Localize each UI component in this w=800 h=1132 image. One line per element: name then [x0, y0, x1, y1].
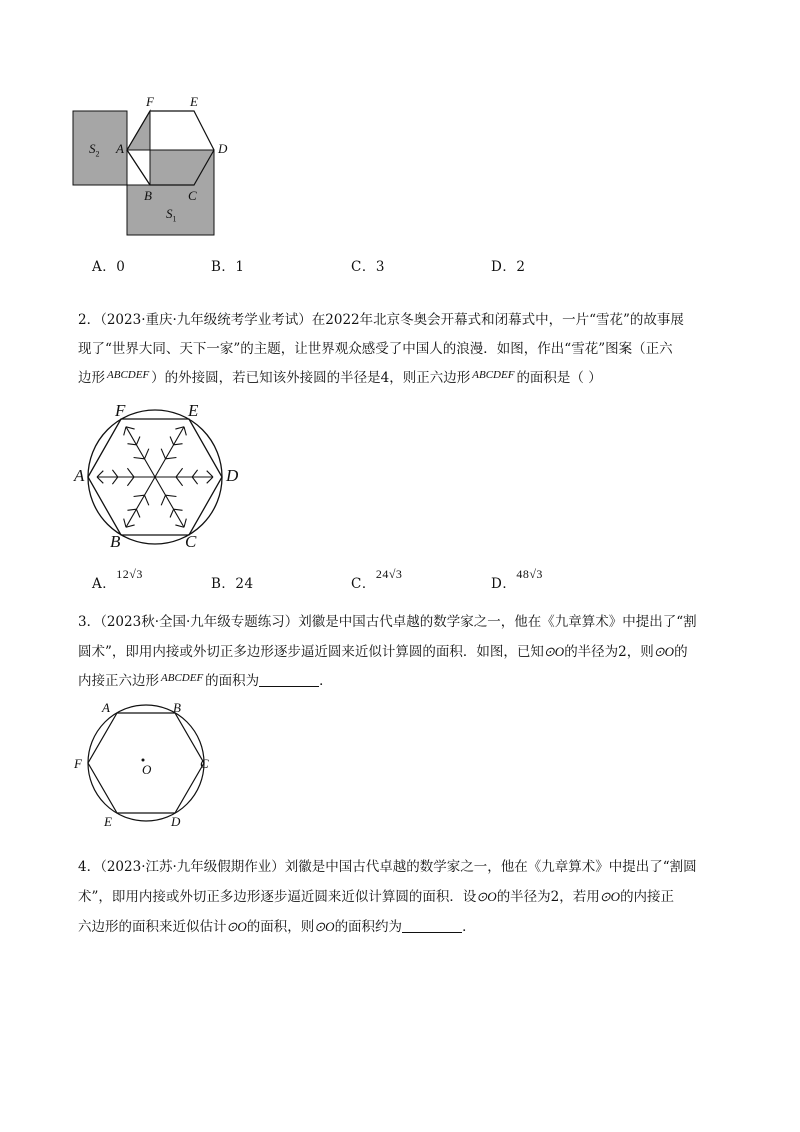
snowflake-tip	[207, 477, 213, 483]
snowflake-barb	[112, 470, 117, 477]
q2-text	[78, 306, 758, 394]
q4-text	[78, 853, 768, 942]
fig2-label-c: C	[185, 532, 197, 551]
snowflake-barb	[161, 495, 165, 505]
snowflake-barb	[161, 449, 165, 459]
snowflake-tip	[97, 471, 103, 477]
fig2-label-d: D	[226, 466, 239, 485]
q1-option-d[interactable]: D．2	[491, 259, 526, 275]
figure-snowflake	[70, 395, 250, 555]
q2-line-3: 边形 $^{ABCDEF}$ ）的外接圆，若已知该外接圆的半径是4，则正六边形 $^{ABCDEF}$ 的面积是（ ）	[78, 369, 602, 386]
snowflake-barb	[136, 437, 140, 445]
snowflake-barb	[176, 468, 183, 477]
snowflake-tip	[184, 427, 186, 436]
snowflake-barb	[127, 468, 134, 477]
snowflake-barb	[174, 444, 183, 445]
snowflake-tip	[97, 477, 103, 483]
snowflake-barb	[166, 495, 177, 496]
snowflake-barb	[170, 437, 174, 445]
snowflake-tip	[207, 471, 213, 477]
snowflake-tip	[124, 427, 126, 436]
q3-text	[78, 608, 768, 697]
snowflake-barb	[127, 509, 136, 510]
figure-squares-hexagon	[60, 90, 240, 240]
snowflake-tip	[124, 519, 126, 528]
fig3-label-a: A	[102, 700, 110, 715]
fig1-label-e: E	[190, 94, 198, 109]
snowflake-barb	[170, 509, 174, 517]
fig2-label-b: B	[110, 532, 121, 551]
q1-option-a[interactable]: A．0	[92, 259, 126, 275]
fig1-label-f: F	[146, 94, 154, 109]
q3-answer-blank[interactable]	[259, 672, 319, 687]
snowflake-arm	[126, 427, 155, 477]
snowflake-barb	[127, 477, 134, 486]
fig3-label-d: D	[171, 814, 181, 829]
snowflake-barb	[192, 470, 197, 477]
snowflake-barb	[136, 509, 140, 517]
q1-option-c[interactable]: C．3	[351, 259, 385, 275]
snowflake-barb	[145, 449, 149, 459]
q4-line-3: 六边形的面积来近似估计⊙O的面积，则⊙O的面积约为 ．	[78, 919, 476, 935]
snowflake-barb	[145, 495, 149, 505]
fig3-label-o: O	[142, 762, 152, 777]
snowflake-barb	[174, 509, 183, 510]
q3-line-3: 内接正六边形 $^{ABCDEF}$ 的面积为 ．	[78, 672, 333, 689]
fig1-label-a: A	[116, 141, 124, 156]
snowflake-tip	[184, 519, 186, 528]
snowflake-barb	[166, 457, 177, 458]
fig2-label-e: E	[188, 401, 199, 420]
q4-answer-blank[interactable]	[402, 918, 462, 933]
q2-option-b[interactable]: B．24	[211, 576, 254, 592]
fig1-label-c: C	[188, 188, 197, 203]
snowflake-barb	[192, 477, 197, 484]
snowflake-barb	[176, 477, 183, 486]
snowflake-barb	[127, 444, 136, 445]
snowflake-pattern	[97, 427, 213, 527]
q2-option-a[interactable]: A．12√3	[92, 567, 143, 592]
q3-line-1: 3．（2023秋·全国·九年级专题练习）刘徽是中国古代卓越的数学家之一，他在《九章算术》中提出了“割	[78, 614, 697, 630]
fig1-label-s1: $S_1$	[166, 206, 177, 224]
snowflake-barb	[134, 457, 145, 458]
q1-option-b[interactable]: B．1	[211, 259, 245, 275]
fig1-label-s2: $S_2$	[89, 141, 100, 159]
snowflake-arm	[126, 477, 155, 527]
q2-line-1: 2．（2023·重庆·九年级统考学业考试）在2022年北京冬奥会开幕式和闭幕式中，一片“雪花”的故事展	[78, 312, 684, 328]
q4-line-1: 4．（2023·江苏·九年级假期作业）刘徽是中国古代卓越的数学家之一，他在《九章算术》中提出了“割圆	[78, 859, 697, 875]
fig3-label-f: F	[74, 756, 82, 771]
q4-line-2: 术”，即用内接或外切正多边形逐步逼近圆来近似计算圆的面积．设⊙O的半径为2，若用⊙O的内接正	[78, 889, 675, 905]
fig1-label-d: D	[218, 141, 228, 156]
fig3-label-c: C	[200, 756, 209, 771]
q2-line-2: 现了“世界大同、天下一家”的主题，让世界观众感受了中国人的浪漫．如图，作出“雪花”图案（正六	[78, 341, 673, 357]
fig3-label-b: B	[173, 700, 181, 715]
snowflake-barb	[112, 477, 117, 484]
fig1-label-b: B	[144, 188, 152, 203]
snowflake-arm	[155, 477, 184, 527]
fig2-label-f: F	[115, 401, 126, 420]
q2-math-abcdef-2: ABCDEF	[472, 369, 515, 381]
fig3-label-e: E	[104, 814, 112, 829]
q2-option-c[interactable]: C．24√3	[351, 567, 403, 592]
q2-math-abcdef-1: ABCDEF	[107, 369, 150, 381]
q2-option-d[interactable]: D．48√3	[491, 567, 543, 592]
snowflake-barb	[134, 495, 145, 496]
fig2-label-a: A	[74, 466, 85, 485]
snowflake-arm	[155, 427, 184, 477]
q3-line-2: 圆术”，即用内接或外切正多边形逐步逼近圆来近似计算圆的面积．如图，已知⊙O的半径为2，则⊙O的	[78, 644, 688, 660]
